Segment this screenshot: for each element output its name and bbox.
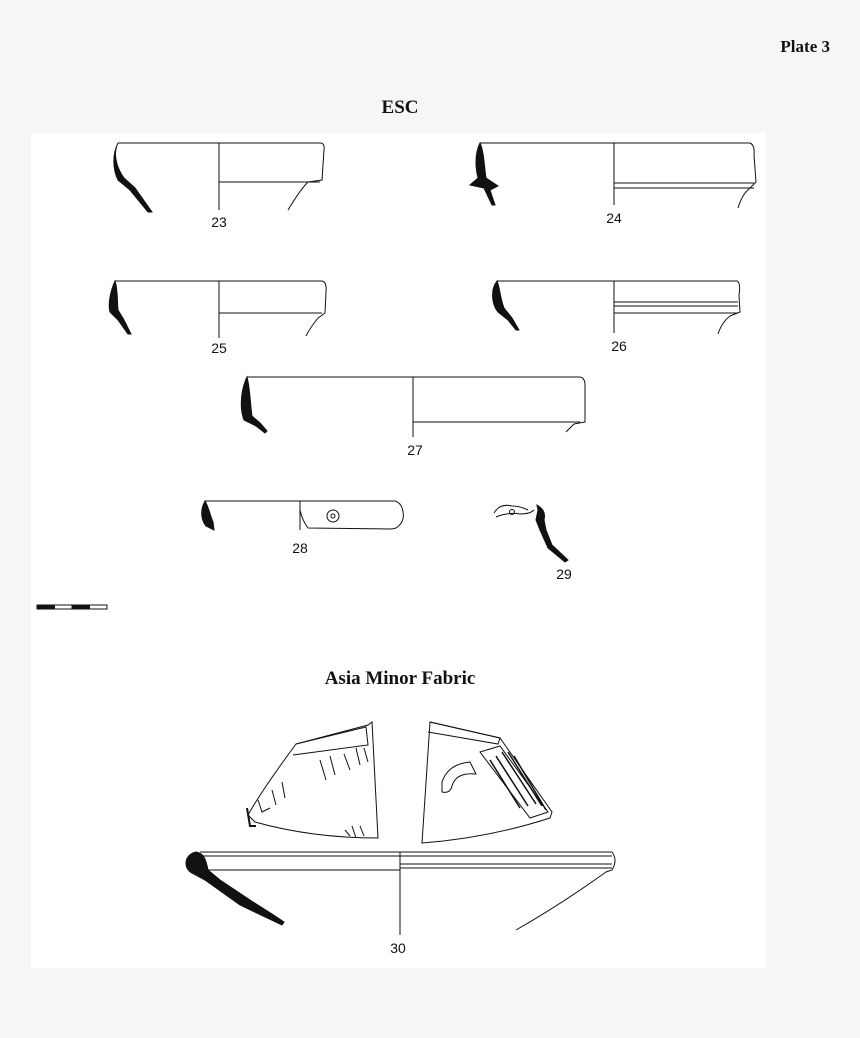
asia-minor-heading: Asia Minor Fabric	[324, 668, 476, 689]
scale-bar	[37, 605, 107, 609]
sherd-drawing-28	[202, 501, 404, 530]
sherd-drawing-26	[493, 281, 740, 334]
figure-number-25: 25	[211, 340, 227, 356]
esc-heading: ESC	[381, 97, 419, 118]
sherd-drawing-23	[114, 143, 324, 212]
figure-number-30: 30	[390, 940, 406, 956]
figure-number-23: 23	[211, 214, 227, 230]
figure-number-28: 28	[292, 540, 308, 556]
figure-number-24: 24	[606, 210, 622, 226]
sherd-drawing-25	[109, 281, 326, 338]
sherd-drawing-24	[470, 143, 756, 208]
figure-number-26: 26	[611, 338, 627, 354]
sherd-drawing-27	[241, 377, 585, 437]
figure-number-29: 29	[556, 566, 572, 582]
sherd-drawing-29	[494, 505, 568, 562]
sherd-drawing-30	[186, 722, 615, 935]
figure-number-27: 27	[407, 442, 423, 458]
plate-label: Plate 3	[780, 37, 830, 56]
